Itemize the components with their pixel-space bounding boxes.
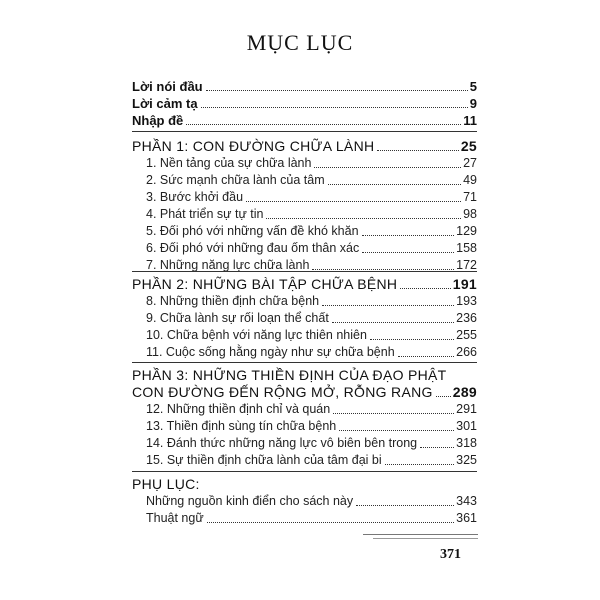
chapter-label: 6. Đối phó với những đau ốm thân xác (146, 241, 360, 255)
entry-page: 11 (463, 113, 477, 128)
dot-leader (362, 252, 454, 253)
page-title: MỤC LỤC (246, 30, 354, 55)
part-heading[interactable] (132, 276, 477, 293)
chapter-label: 9. Chữa lành sự rối loạn thể chất (146, 311, 329, 325)
chapter-label: 12. Những thiền định chỉ và quán (146, 402, 331, 416)
chapter-label: 4. Phát triển sự tự tin (146, 207, 264, 221)
chapter-page: 172 (456, 258, 477, 272)
section-divider (132, 131, 477, 132)
chapter-page: 318 (456, 436, 477, 450)
chapter-entry[interactable] (132, 452, 477, 469)
chapter-entry[interactable] (132, 206, 477, 223)
chapter-label: 14. Đánh thức những năng lực vô biên bên trong (146, 436, 418, 450)
appendix-page: 343 (456, 494, 477, 508)
chapter-entry[interactable] (132, 172, 477, 189)
dot-leader (201, 107, 468, 108)
chapter-entry[interactable] (132, 401, 477, 418)
chapter-entry[interactable] (132, 344, 477, 361)
chapter-page: 255 (456, 328, 477, 342)
dot-leader (333, 413, 454, 414)
chapter-label: 8. Những thiền định chữa bệnh (146, 294, 320, 308)
part-3-section (132, 367, 477, 469)
chapter-label: 1. Nền tảng của sự chữa lành (146, 156, 312, 170)
front-matter-section (132, 78, 477, 129)
part-label-line2: CON ĐƯỜNG ĐẾN RỘNG MỞ, RỖNG RANG (132, 384, 433, 400)
dot-leader (370, 339, 454, 340)
toc-entry[interactable] (132, 112, 477, 129)
page-number: 371 (440, 547, 461, 562)
part-2-section (132, 276, 477, 361)
dot-leader (339, 430, 454, 431)
entry-label: Lời nói đầu (132, 79, 203, 94)
appendix-page: 361 (456, 511, 477, 525)
part-label: PHẦN 2: NHỮNG BÀI TẬP CHỮA BỆNH (132, 276, 398, 292)
chapter-entry[interactable] (132, 189, 477, 206)
dot-leader (314, 167, 461, 168)
part-1-section (132, 138, 477, 274)
chapter-page: 129 (456, 224, 477, 238)
chapter-label: 10. Chữa bệnh với năng lực thiên nhiên (146, 328, 367, 342)
chapter-page: 325 (456, 453, 477, 467)
chapter-page: 301 (456, 419, 477, 433)
dot-leader (246, 201, 461, 202)
entry-label: Nhập đề (132, 113, 184, 128)
chapter-entry[interactable] (132, 435, 477, 452)
toc-entry[interactable] (132, 78, 477, 95)
section-divider (132, 271, 477, 272)
dot-leader (362, 235, 455, 236)
chapter-entry[interactable] (132, 418, 477, 435)
chapter-entry[interactable] (132, 327, 477, 344)
chapter-label: 3. Bước khởi đầu (146, 190, 244, 204)
appendix-label: Thuật ngữ (146, 511, 204, 525)
chapter-entry[interactable] (132, 223, 477, 240)
chapter-entry[interactable] (132, 155, 477, 172)
chapter-page: 266 (456, 345, 477, 359)
footer-rule (363, 534, 478, 535)
chapter-page: 158 (456, 241, 477, 255)
dot-leader (420, 447, 454, 448)
chapter-label: 5. Đối phó với những vấn đề khó khăn (146, 224, 359, 238)
dot-leader (206, 90, 468, 91)
dot-leader (332, 322, 454, 323)
dot-leader (266, 218, 461, 219)
chapter-page: 49 (463, 173, 477, 187)
entry-label: Lời cảm tạ (132, 96, 198, 111)
dot-leader (436, 396, 451, 397)
dot-leader (356, 505, 454, 506)
section-divider (132, 471, 477, 472)
chapter-label: 11. Cuộc sống hằng ngày như sự chữa bệnh (146, 345, 395, 359)
part-label: PHẦN 1: CON ĐƯỜNG CHỮA LÀNH (132, 138, 375, 154)
dot-leader (377, 150, 458, 151)
appendix-heading[interactable]: PHỤ LỤC: (132, 476, 200, 492)
chapter-page: 236 (456, 311, 477, 325)
chapter-page: 71 (463, 190, 477, 204)
chapter-page: 98 (463, 207, 477, 221)
chapter-entry[interactable] (132, 293, 477, 310)
chapter-page: 291 (456, 402, 477, 416)
chapter-page: 193 (456, 294, 477, 308)
appendix-label: Những nguồn kinh điển cho sách này (146, 494, 354, 508)
dot-leader (207, 522, 454, 523)
dot-leader (312, 269, 454, 270)
chapter-entry[interactable] (132, 240, 477, 257)
dot-leader (385, 464, 455, 465)
entry-page: 9 (469, 96, 477, 111)
dot-leader (398, 356, 454, 357)
entry-page: 5 (469, 79, 477, 94)
part-page: 191 (452, 276, 477, 292)
chapter-label: 13. Thiền định sùng tín chữa bệnh (146, 419, 337, 433)
dot-leader (322, 305, 454, 306)
dot-leader (328, 184, 461, 185)
appendix-section (132, 476, 477, 527)
chapter-label: 7. Những năng lực chữa lành (146, 258, 310, 272)
part-page: 25 (460, 138, 477, 154)
chapter-entry[interactable] (132, 310, 477, 327)
chapter-label: 15. Sự thiền định chữa lành của tâm đại bi (146, 453, 382, 467)
part-page: 289 (452, 384, 477, 400)
chapter-page: 27 (463, 156, 477, 170)
appendix-entry[interactable] (132, 510, 477, 527)
section-divider (132, 362, 477, 363)
part-heading[interactable] (132, 384, 477, 401)
appendix-entry[interactable] (132, 493, 477, 510)
chapter-label: 2. Sức mạnh chữa lành của tâm (146, 173, 325, 187)
part-label-line1[interactable]: PHẦN 3: NHỮNG THIỀN ĐỊNH CỦA ĐẠO PHẬT (132, 367, 447, 383)
dot-leader (186, 124, 461, 125)
part-heading[interactable] (132, 138, 477, 155)
dot-leader (400, 288, 450, 289)
toc-entry[interactable] (132, 95, 477, 112)
footer-rule (373, 538, 478, 539)
